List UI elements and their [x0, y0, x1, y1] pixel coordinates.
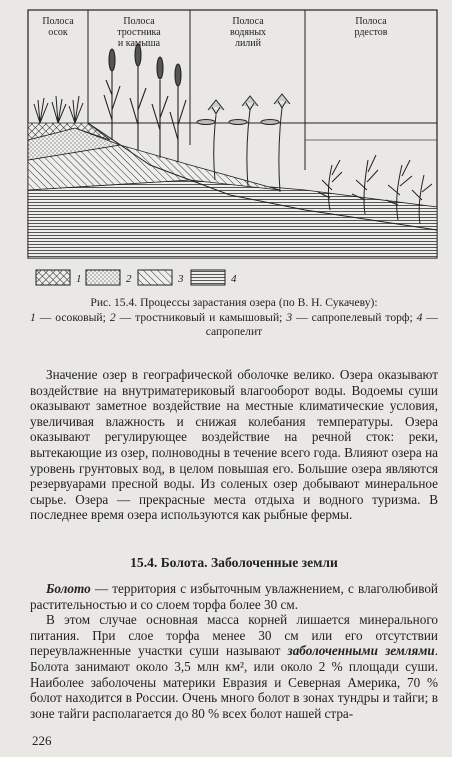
caption-num-1: 1 [30, 310, 36, 324]
legend-swatch-3 [138, 270, 172, 285]
caption-num-3: 3 [286, 310, 293, 324]
zone-label-reed: Полоса тростника и камыша [117, 16, 161, 49]
legend [36, 270, 237, 285]
zone-label-sedge: Полоса осок [42, 16, 74, 38]
figure-caption [30, 296, 438, 340]
paragraph-2-text [30, 612, 438, 721]
lake-overgrowth-figure [0, 0, 452, 296]
section-heading: 15.4. Болота. Заболоченные земли [130, 555, 338, 570]
definition-term: Болото [46, 581, 91, 596]
caption-item-4: — сапропелит [205, 310, 438, 338]
paragraph-1-text: Значение озер в географической оболочке велико. Озера оказывают воздействие на внутриматериковый влагооборот воды. Водоемы суши оказывают заметное воздействие на местные климатические условия, увеличивая влажность и снижая колебания температуры. Озера оказывают регулирующее воздействие на речной сток: реки, вытекающие из озер, полноводны в течение всего года. Влияют озера на уровень грунтовых вод, в целом повышая его. Большие озера являются резервуарами пресной воды. Из соленых озер добывают минеральное сырье. Озера — прекрасные места отдыха и водного туризма. В последнее время озера используются как рыбные фермы. [30, 367, 438, 523]
caption-item-3: — сапропелевый торф; [292, 310, 417, 324]
caption-num-2: 2 [109, 310, 116, 324]
caption-title: Рис. 15.4. Процессы зарастания озера (по В. Н. Сукачеву): [90, 296, 378, 309]
legend-label-1: 1 [76, 273, 82, 285]
sediment-layer-4 [28, 180, 437, 258]
definition-paragraph [30, 581, 438, 612]
paragraph-lakes-significance [30, 367, 438, 523]
zone-label-pondweed: Полоса рдестов [354, 16, 388, 38]
page-number: 226 [32, 733, 52, 748]
legend-swatch-4 [191, 270, 225, 285]
legend-label-3: 3 [178, 273, 184, 285]
definition-text: — территория с избыточным увлажнением, с влаголюбивой растительностью и со слоем торфа более 30 см. [30, 581, 438, 612]
legend-swatch-1 [36, 270, 70, 285]
paragraph-2-before: В этом случае основная масса корней лишается минерального питания. При слое торфа менее 30 см или его отсутствии переувлажненные участки суши называют [30, 612, 438, 659]
sedge-plants [34, 96, 83, 123]
paragraph-swamps [30, 581, 438, 721]
caption-legend [30, 311, 438, 340]
legend-swatch-2 [86, 270, 120, 285]
caption-item-1: — осоковый; [35, 310, 110, 324]
legend-label-4: 4 [231, 273, 237, 285]
caption-item-2: — тростниковый и камышовый; [115, 310, 287, 324]
wetlands-term: заболоченными землями [287, 643, 435, 659]
caption-num-4: 4 [416, 310, 423, 324]
legend-label-2: 2 [126, 273, 132, 285]
paragraph-2-after: . Болота занимают около 3,5 млн км², или около 2 % площади суши. Наиболее заболочены материки Евразия и Северная Америка, 70 % болот находится в России. Очень много болот в зонах тундры и тайги; в зоне тайги располагается до 80 % всех болот нашей стра- [30, 643, 438, 721]
zone-label-water-lily: Полоса водяных лилий [229, 16, 267, 49]
